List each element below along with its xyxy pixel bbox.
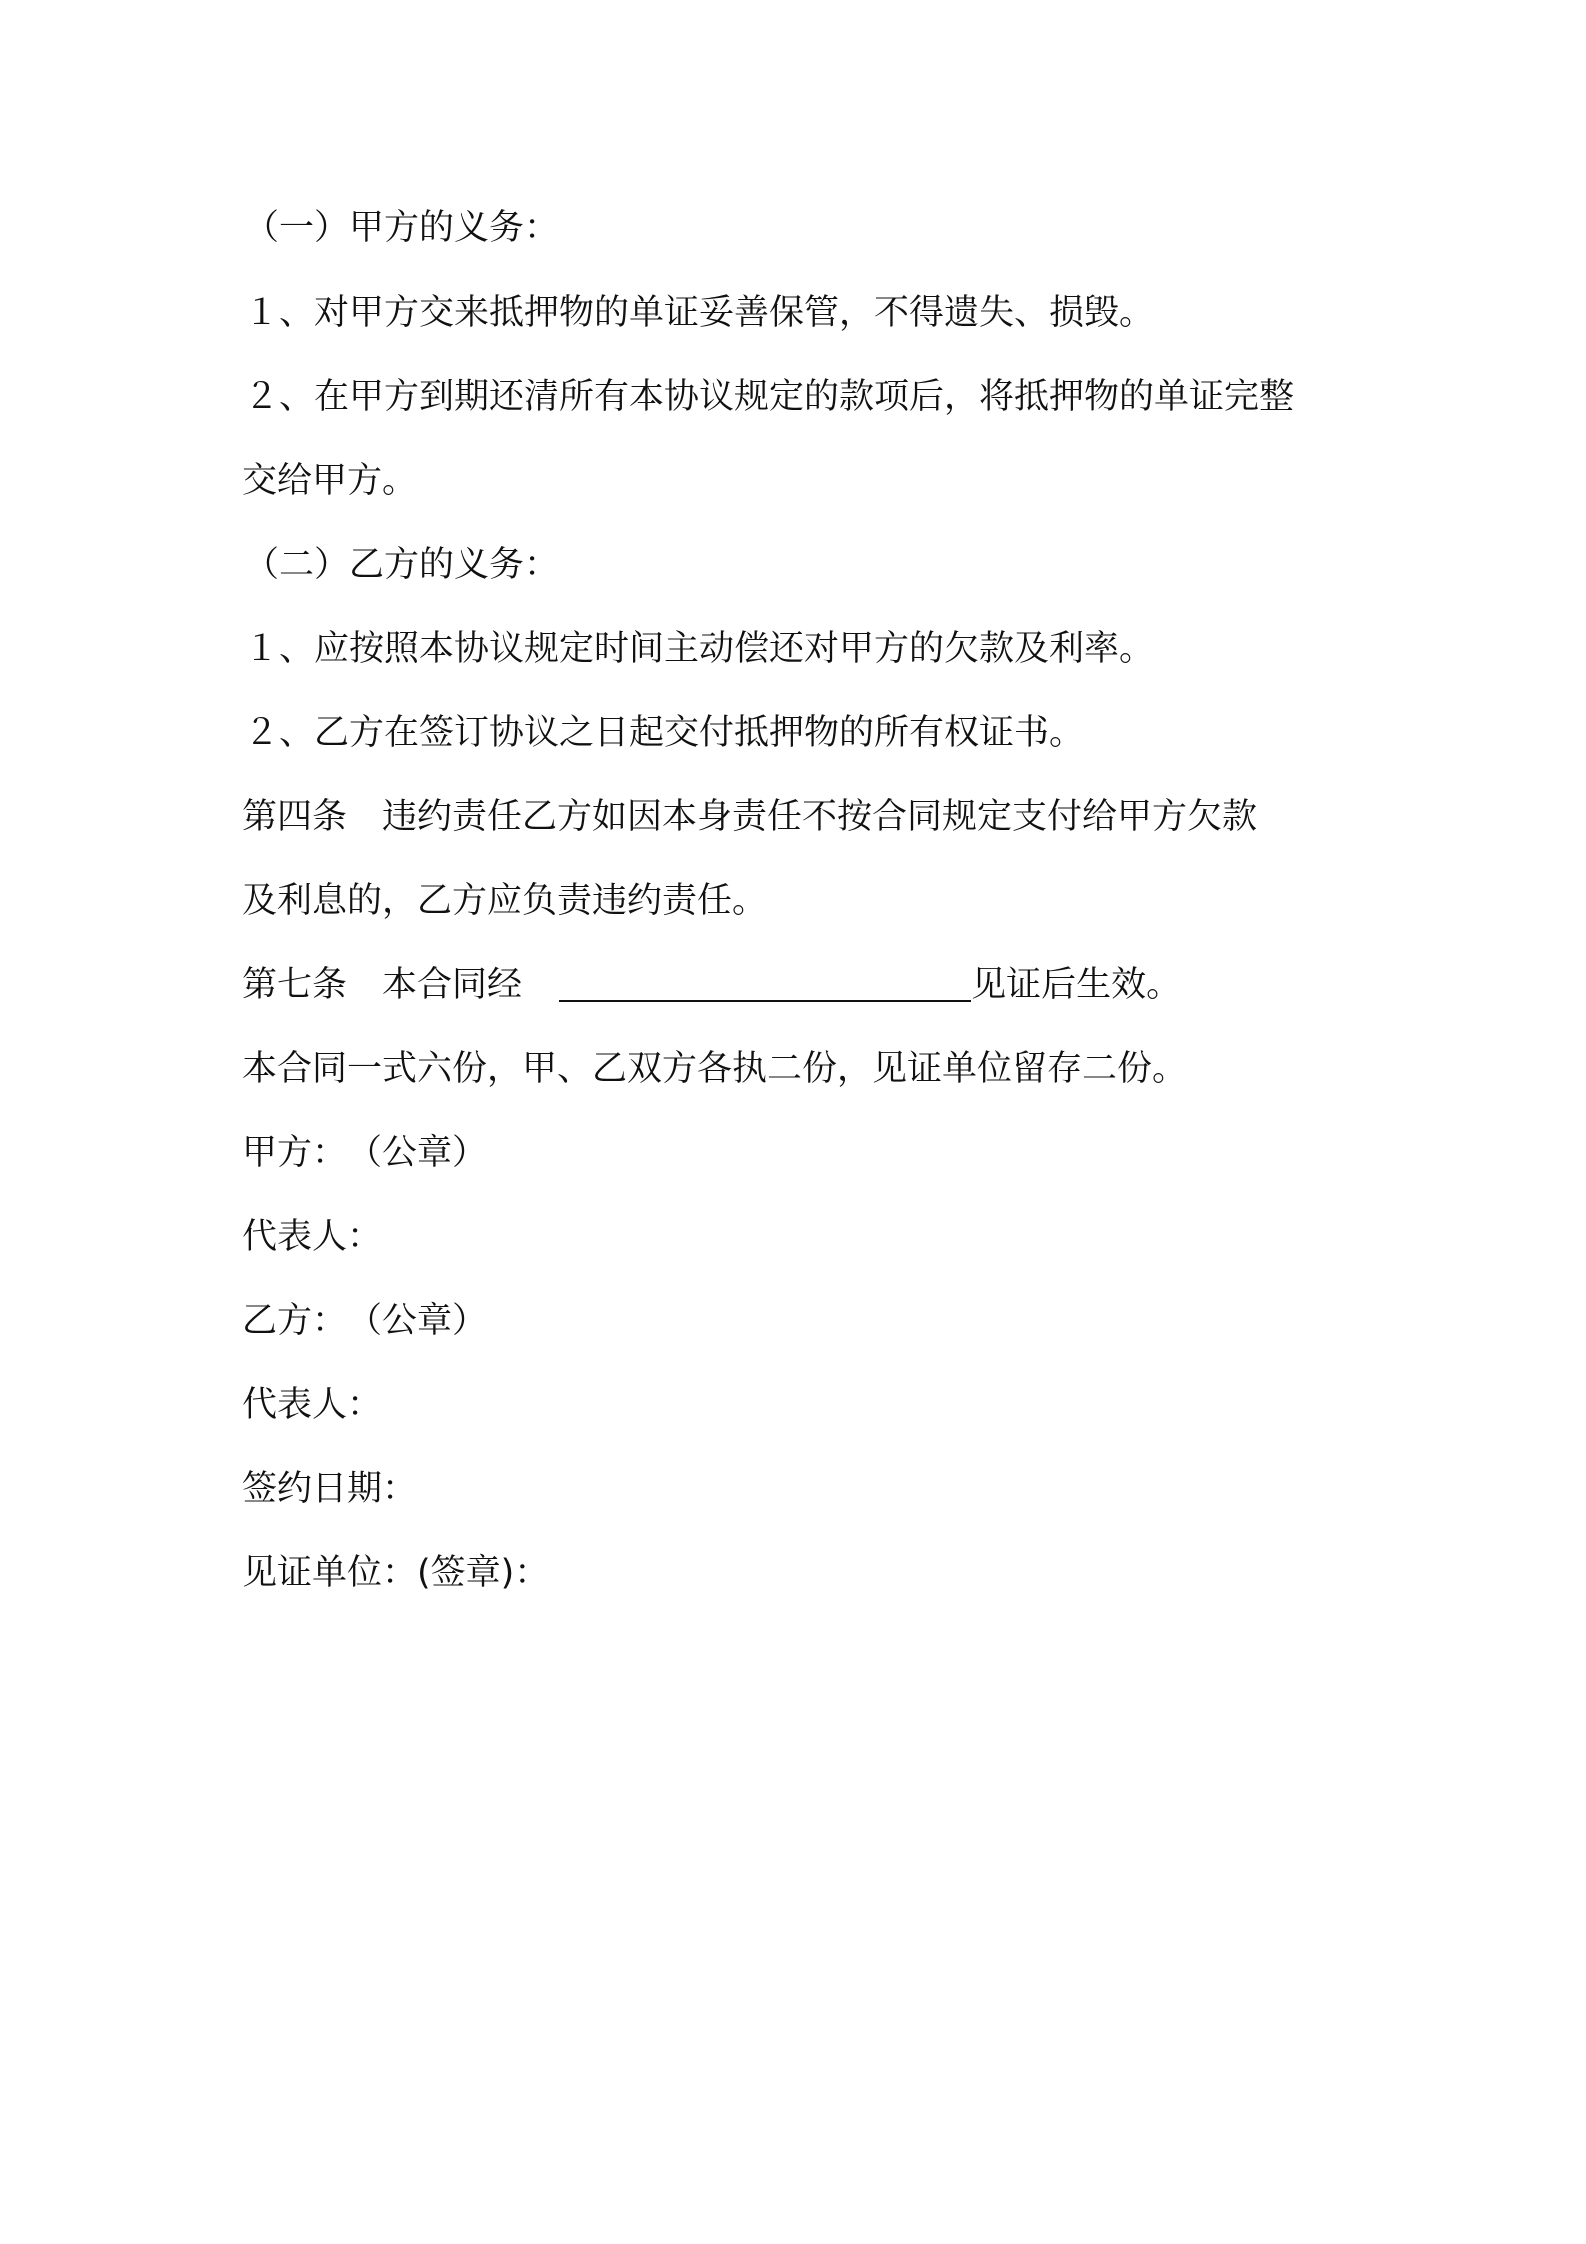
party-b-obligation-2: ２、乙方在签订协议之日起交付抵押物的所有权证书。 [244,713,1085,753]
witness-blank [559,966,971,1002]
copies-clause: 本合同一式六份，甲、乙双方各执二份，见证单位留存二份。 [242,1049,1188,1089]
section-party-b-obligations: （二）乙方的义务： [244,545,560,585]
party-a-obligation-2-cont: 交给甲方。 [242,461,418,501]
party-a-seal: 甲方： （公章） [242,1133,488,1173]
article-7-suffix: 见证后生效。 [971,965,1182,1005]
party-a-obligation-1: １、对甲方交来抵押物的单证妥善保管，不得遗失、损毁。 [244,293,1155,333]
party-b-obligation-1: １、应按照本协议规定时间主动偿还对甲方的欠款及利率。 [244,629,1155,669]
party-b-representative: 代表人： [242,1385,383,1425]
party-a-obligation-2: ２、在甲方到期还清所有本协议规定的款项后，将抵押物的单证完整 [244,377,1295,417]
article-7-prefix: 第七条 本合同经 [242,965,523,1005]
party-b-seal: 乙方： （公章） [242,1301,488,1341]
article-7 [242,961,1181,1009]
section-party-a-obligations: （一）甲方的义务： [244,208,560,248]
article-4-cont: 及利息的，乙方应负责违约责任。 [242,881,768,921]
witness-unit: 见证单位：(签章)： [242,1553,550,1593]
article-4: 第四条 违约责任乙方如因本身责任不按合同规定支付给甲方欠款 [242,797,1258,837]
party-a-representative: 代表人： [242,1217,383,1257]
signing-date: 签约日期： [242,1469,418,1509]
